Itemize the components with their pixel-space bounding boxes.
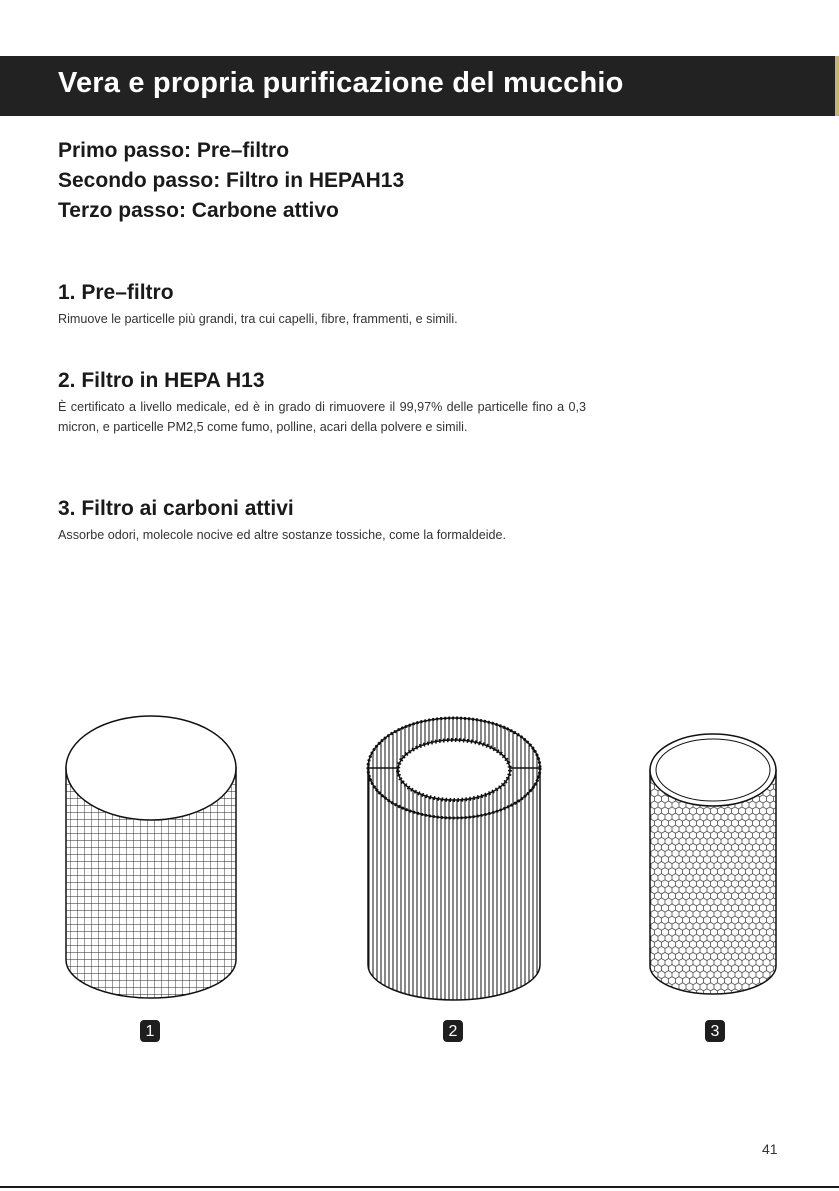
activated-carbon-honeycomb-cylinder-icon <box>650 734 776 994</box>
hepa-pleated-cylinder-icon <box>368 718 540 1000</box>
step-3: Terzo passo: Carbone attivo <box>58 199 339 222</box>
section-title: 2. Filtro in HEPA H13 <box>58 369 265 392</box>
section-body: È certificato a livello medicale, ed è in grado di rimuovere il 99,97% delle particelle fino a 0,3 micron, e particelle PM2,5 come fumo, polline, acari della polvere e simili. <box>58 400 586 434</box>
step-1: Primo passo: Pre–filtro <box>58 139 290 162</box>
page-number: 41 <box>762 1141 778 1157</box>
header-bar <box>0 56 839 116</box>
section-pre-filter <box>58 281 586 329</box>
page-title: Vera e propria purificazione del mucchio <box>58 67 624 99</box>
section-title: 3. Filtro ai carboni attivi <box>58 497 294 520</box>
filter-illustrations <box>0 700 839 1010</box>
badge-1: 1 <box>140 1020 160 1042</box>
step-2: Secondo passo: Filtro in HEPAH13 <box>58 169 405 192</box>
section-carbon-filter <box>58 497 586 545</box>
badge-3: 3 <box>705 1020 725 1042</box>
steps-list <box>58 136 404 226</box>
section-title: 1. Pre–filtro <box>58 281 174 304</box>
bottom-rule <box>0 1186 839 1188</box>
pre-filter-mesh-cylinder-icon <box>66 716 236 998</box>
section-body: Rimuove le particelle più grandi, tra cui capelli, fibre, frammenti, e simili. <box>58 312 458 326</box>
section-body: Assorbe odori, molecole nocive ed altre sostanze tossiche, come la formaldeide. <box>58 528 507 542</box>
badge-2: 2 <box>443 1020 463 1042</box>
section-hepa-filter <box>58 369 586 437</box>
